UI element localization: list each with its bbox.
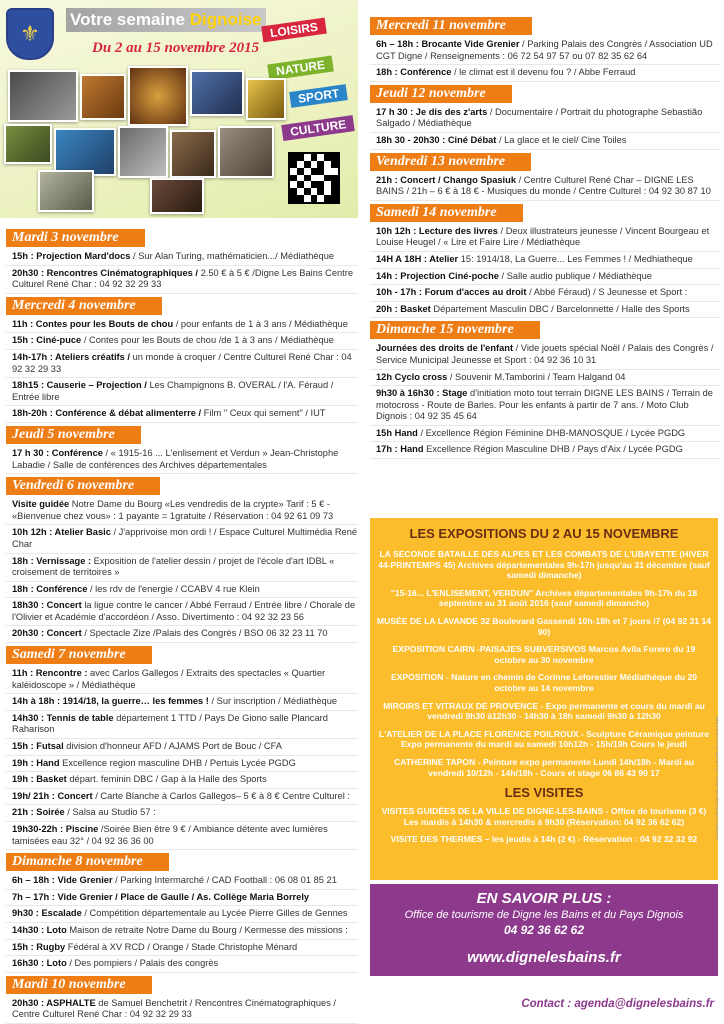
day-heading-mercredi-11-novembre: Mercredi 11 novembre: [370, 17, 532, 35]
photo-fossil: [38, 170, 94, 212]
left-agenda-column: [6, 226, 358, 1024]
photo-fencer: [118, 126, 168, 178]
event-item: [6, 446, 358, 474]
event-item: [6, 266, 358, 294]
visites-list: [376, 806, 712, 845]
event-details: / Abbé Féraud) / S Jeunesse et Sport :: [526, 287, 688, 298]
event-time-title: 19h/ 21h : Concert: [12, 790, 93, 801]
event-item: [370, 442, 720, 459]
event-time-title: 18h : Conférence: [376, 67, 452, 78]
day-heading-jeudi-12-novembre: Jeudi 12 novembre: [370, 85, 512, 103]
day-heading-mardi-10-novembre: Mardi 10 novembre: [6, 976, 152, 994]
event-time-title: 15h : Rugby: [12, 941, 66, 952]
event-time-title: 11h : Rencontre :: [12, 668, 88, 679]
event-time-title: 14h30 : Loto: [12, 924, 67, 935]
event-item: [370, 341, 720, 369]
event-item: [6, 996, 358, 1024]
event-time-title: 18h 30 - 20h30 : Ciné Débat: [376, 134, 497, 145]
event-time-title: Journées des droits de l'enfant: [376, 343, 514, 354]
event-item: [6, 317, 358, 334]
event-item: [6, 789, 358, 806]
event-details: / Parking Palais des Congrès / Association UD CGT Digne / Renseignements : 06 72 54 97 57 ou 07 82 35 62 64: [376, 39, 713, 61]
event-time-title: 19h : Hand: [12, 757, 60, 768]
event-details: / La glace et le ciel/ Cine Toiles: [496, 134, 627, 145]
event-item: [6, 497, 358, 525]
event-time-title: 14h30 : Tennis de table: [12, 712, 114, 723]
event-item: [6, 666, 358, 694]
event-item: [370, 302, 720, 319]
event-item: [6, 906, 358, 923]
day-heading-samedi-7-novembre: Samedi 7 novembre: [6, 646, 152, 664]
event-time-title: 14H A 18H : Atelier: [376, 253, 459, 264]
exposition-item: CATHERINE TAPON - Peinture expo permanente Lundi 14h/18h - Mardi au vendredi 10/12h - 14h/18h - Cours et stage 06 86 43 90 17: [393, 756, 695, 778]
exposition-item: MUSÉE DE LA LAVANDE 32 Boulevard Gassendi 10h-18h et 7 jours /7 (04 92 31 14 90): [376, 615, 712, 637]
website-link[interactable]: www.dignelesbains.fr: [467, 949, 621, 966]
date-range: Du 2 au 15 novembre 2015: [92, 40, 260, 56]
event-time-title: 21h : Concert / Chango Spasiuk: [376, 174, 516, 185]
event-time-title: 7h – 17h : Vide Grenier / Place de Gaulle / As. Collège Maria Borrely: [12, 891, 310, 902]
event-details: la ligue contre le cancer / Abbé Ferraud / Entrée libre / Chorale de l'Olivier et Académie d'accordéon / Asso. Divertimento : 04 92 32 23 56: [12, 600, 356, 622]
event-item: [6, 711, 358, 739]
event-item: [370, 65, 720, 82]
event-details: / Deux illustrateurs jeunesse / Vincent Bourgeau et Louise Heugel / « Lire et Faire Lire / Médiathèque: [376, 225, 710, 248]
photo-landscape: [4, 124, 52, 164]
event-item: [6, 890, 358, 907]
visite-item: VISITES GUIDÉES DE LA VILLE DE DIGNE-LES-BAINS - Office de tourisme (3 €) Les mardis à 14h30 & mercredis à 9h30 (Réservation: 04 92 36 62 62): [381, 806, 707, 827]
event-details: / pour enfants de 1 à 3 ans / Médiathèque: [173, 318, 348, 329]
event-item: [6, 378, 358, 406]
day-heading-jeudi-5-novembre: Jeudi 5 novembre: [6, 426, 141, 444]
event-time-title: 12h Cyclo cross: [376, 371, 448, 382]
page-title: [66, 8, 266, 32]
photo-sky: [54, 128, 116, 176]
event-details: Maison de retraite Notre Dame du Bourg / Kermesse des missions :: [66, 924, 348, 935]
event-time-title: 17 h 30 : Conférence: [12, 447, 103, 458]
event-details: département 1 TTD / Pays De Giono salle Plancard Raharison: [12, 712, 328, 735]
event-item: [370, 173, 720, 201]
event-item: [370, 224, 720, 252]
print-credit: Conception Ville de Digne-les-Bains / Ne pas jeter sur la voie publique: [714, 715, 719, 840]
event-details: / Contes pour les Bouts de chou /de 1 à 3 ans / Médiathèque: [81, 335, 334, 346]
tag-nature: NATURE: [267, 56, 334, 81]
event-item: [370, 370, 720, 387]
event-item: [6, 598, 358, 626]
event-time-title: 18h15 : Causerie – Projection /: [12, 380, 147, 391]
event-time-title: 15h : Futsal: [12, 741, 64, 752]
event-item: [6, 333, 358, 350]
qr-code[interactable]: [288, 152, 340, 204]
event-time-title: 18h30 : Concert: [12, 600, 82, 611]
event-details: Les Champignons B. OVERAL / l'A. Féraud / Entrée libre: [12, 380, 334, 402]
event-item: [6, 626, 358, 643]
event-details: / Parking Intermarché / CAD Football : 06 08 01 85 21: [112, 875, 337, 886]
photo-ammonite: [218, 126, 274, 178]
exposition-item: EXPOSITION - Nature en chemin de Corinne Leforestier Médiathèque du 20 octobre au 14 novembre: [390, 672, 698, 693]
event-details: Excellence region masculine DHB / Pertuis Lycée PGDG: [59, 757, 296, 768]
event-item: [6, 805, 358, 822]
event-time-title: 20h : Basket: [376, 303, 431, 314]
event-item: [6, 739, 358, 756]
event-details: / « 1915-16 ... L'enlisement et Verdun » Jean-Christophe Labadie / Salle de conférences des Archives départementales: [12, 447, 339, 470]
day-heading-samedi-14-novembre: Samedi 14 novembre: [370, 204, 523, 222]
city-crest-logo: ⚜: [6, 8, 54, 60]
day-heading-mercredi-4-novembre: Mercredi 4 novembre: [6, 297, 162, 315]
event-time-title: 18h : Vernissage :: [12, 555, 92, 566]
exposition-item: MIROIRS ET VITRAUX DE PROVENCE - Expo permanente et cours du mardi au vendredi 9h30 à12h30 - 14h30 à 18h samedi 9h30 à 12h30: [383, 700, 705, 722]
event-time-title: 14h à 18h : 1914/18, la guerre… les femmes !: [12, 696, 209, 707]
contact-email[interactable]: Contact : agenda@dignelesbains.fr: [521, 998, 714, 1010]
event-item: [370, 426, 720, 443]
event-time-title: 17 h 30 : Je dis des z'arts: [376, 106, 488, 117]
event-time-title: 14h : Projection Ciné-poche: [376, 270, 499, 281]
day-heading-mardi-3-novembre: Mardi 3 novembre: [6, 229, 145, 247]
day-heading-vendredi-13-novembre: Vendredi 13 novembre: [370, 153, 531, 171]
exposition-item: EXPOSITION CAIRN -PAISAJES SUBVERSIVOS Marcos Avila Forero du 19 octobre au 30 novembre: [392, 644, 696, 665]
event-time-title: 16h30 : Loto: [12, 958, 67, 969]
event-time-title: 20h30 : Concert: [12, 628, 82, 639]
event-time-title: 6h – 18h : Brocante Vide Grenier: [376, 39, 520, 49]
expositions-title: LES EXPOSITIONS DU 2 AU 15 NOVEMBRE: [409, 526, 679, 541]
event-item: [370, 269, 720, 286]
exposition-item: L'ATELIER DE LA PLACE FLORENCE POILROUX - Sculpture Céramique peinture Expo permanente du mardi au samedi 10h12h - 15h/19h Cours le jeudi: [378, 728, 710, 750]
event-details: /Soirée Bien être 9 € / Ambiance détente avec lumières tamisées eau 32° / 04 92 36 36 00: [12, 824, 328, 846]
event-details: / Centre Culturel René Char – DIGNE LES BAINS / 21h – 6 € à 18 € - Musiques du monde / Centre Culturel : 04 92 30 87 10: [376, 174, 711, 197]
event-item: [370, 252, 720, 269]
photo-mountain: [8, 70, 78, 122]
event-item: [6, 756, 358, 773]
event-time-title: 17h : Hand: [376, 444, 424, 455]
event-details: / Des pompiers / Palais des congrès: [66, 958, 219, 969]
event-details: / Carte Blanche à Carlos Gallegos– 5 € à 8 € Centre Culturel :: [92, 790, 350, 801]
tag-culture: CULTURE: [281, 115, 355, 141]
tag-sport: SPORT: [289, 84, 348, 108]
event-details: avec Carlos Gallegos / Extraits des spectacles « Quartier kaléidoscope » / Médiathèque: [12, 668, 326, 690]
event-time-title: 18h-20h : Conférence & débat alimenterre /: [12, 408, 202, 419]
event-item: [6, 940, 358, 957]
info-panel: [370, 884, 718, 976]
event-time-title: 9h30 à 16h30 : Stage: [376, 388, 468, 399]
event-time-title: 14h-17h : Ateliers créatifs /: [12, 351, 130, 362]
event-details: Film " Ceux qui sement" / IUT: [201, 408, 326, 419]
expositions-panel: [370, 518, 718, 880]
event-time-title: 19h30-22h : Piscine: [12, 824, 99, 834]
photo-instrument: [128, 66, 188, 126]
event-details: / le climat est il devenu fou ? / Abbe Ferraud: [451, 67, 636, 78]
photo-theatre: [190, 70, 244, 116]
event-time-title: 6h – 18h : Vide Grenier: [12, 875, 113, 886]
event-details: Exposition de l'atelier dessin / projet de l'école d'art IDBL « croisement de territoires »: [12, 555, 335, 578]
event-item: [6, 822, 358, 850]
event-details: / Vide jouets spécial Noël / Palais des Congrès / Service Municipal Jeunesse et Sport : 04 92 36 10 31: [376, 343, 714, 365]
visite-item: VISITE DES THERMES – les jeudis à 14h (2 €) - Réservation : 04 92 32 32 92: [390, 834, 698, 845]
event-item: [6, 956, 358, 973]
day-heading-dimanche-8-novembre: Dimanche 8 novembre: [6, 853, 169, 871]
event-details: Département Masculin DBC / Barcelonnette / Halle des Sports: [430, 303, 690, 314]
event-details: départ. feminin DBC / Gap à la Halle des Sports: [66, 774, 267, 785]
event-details: un monde à croquer / Centre Culturel René Char : 04 92 32 29 33: [12, 351, 352, 374]
event-details: / Spectacle Zize /Palais des Congrès / BSO 06 32 23 11 70: [81, 628, 328, 639]
event-details: / Documentaire / Portrait du photographe Sebastião Salgado / Médiathèque: [376, 106, 703, 129]
event-details: Notre Dame du Bourg «Les vendredis de la crypte» Tarif : 5 € - «Bienvenue chez vous» : 1 payante = 1gratuite / Réservation : 04 92 61 09 73: [12, 499, 334, 521]
exposition-item: "15-16... L'ENLISEMENT, VERDUN" Archives départementales 9h-17h du 18 septembre au 31 août 2016 (sauf samedi dimanche): [390, 587, 698, 609]
photo-cathedral: [170, 130, 216, 178]
event-time-title: 15h : Ciné-puce: [12, 335, 82, 346]
event-time-title: 10h - 17h : Forum d'acces au droit: [376, 287, 527, 298]
info-title: EN SAVOIR PLUS :: [476, 890, 612, 907]
event-time-title: 11h : Contes pour les Bouts de chou: [12, 318, 174, 329]
title-prefix: Votre semaine: [70, 10, 190, 29]
event-item: [370, 285, 720, 302]
event-details: / Salle audio publique / Médiathèque: [498, 270, 652, 281]
event-details: 2.50 € à 5 € /Digne Les Bains Centre Culturel René Char : 04 92 32 29 33: [12, 267, 354, 290]
event-item: [6, 249, 358, 266]
event-details: / Sur inscription / Médiathèque: [208, 696, 338, 707]
event-time-title: 10h 12h : Atelier Basic: [12, 527, 111, 538]
event-time-title: 9h30 : Escalade: [12, 908, 82, 919]
event-item: [370, 133, 720, 150]
event-details: Excellence Région Masculine DHB / Pays d'Aix / Lycée PGDG: [423, 444, 683, 455]
exposition-item: LA SECONDE BATAILLE DES ALPES ET LES COMBATS DE L'UBAYETTE (HIVER 44-PRINTEMPS 45) Archives départementales 9h-17h jusqu'au 31 décembre (sauf samedi dimanche): [378, 549, 710, 581]
event-details: / les rdv de l'energie / CCABV 4 rue Klein: [87, 583, 260, 594]
event-item: [6, 406, 358, 423]
photo-sunflower: [246, 78, 286, 120]
event-item: [370, 105, 720, 133]
event-details: 15: 1914/18, La Guerre... Les Femmes ! / Medhiatheque: [458, 253, 693, 264]
event-time-title: 18h : Conférence: [12, 583, 88, 594]
event-item: [6, 694, 358, 711]
event-time-title: 15h Hand: [376, 427, 418, 438]
event-details: / Compétition départementale au Lycée Pierre Gilles de Gennes: [81, 908, 348, 919]
event-time-title: 15h : Projection Mard'docs: [12, 251, 131, 261]
event-time-title: 21h : Soirée: [12, 807, 65, 818]
event-time-title: 10h 12h : Lecture des livres: [376, 225, 498, 236]
event-time-title: 20h30 : Rencontres Cinématographiques /: [12, 267, 198, 278]
event-details: d'initiation moto tout terrain DIGNE LES BAINS / Terrain de motocross - Route de Barles. Pour les enfants à partir de 7 ans. / Moto Club Dignois : 04 92 35 45 64: [376, 388, 713, 422]
event-details: / Souvenir M.Tamborini / Team Halgand 04: [447, 371, 626, 382]
event-details: / J'apprivoise mon ordi ! / Espace Culturel Multimédia René Char: [12, 527, 358, 549]
tourist-office: Office de tourisme de Digne les Bains et du Pays Dignois: [404, 909, 684, 921]
event-details: / Sur Alan Turing, mathématicien.../ Médiathèque: [130, 251, 335, 261]
event-item: [370, 386, 720, 426]
tourist-office-phone[interactable]: 04 92 36 62 62: [503, 923, 585, 937]
photo-tower: [80, 74, 126, 120]
event-time-title: 20h30 : ASPHALTE: [12, 997, 96, 1008]
right-agenda-column: [370, 14, 720, 459]
photo-interior: [150, 178, 204, 214]
event-item: [6, 772, 358, 789]
event-details: / Salsa au Studio 57 :: [64, 807, 156, 818]
visites-title: LES VISITES: [504, 785, 584, 801]
event-details: Fédéral à XV RCD / Orange / Stade Christophe Ménard: [65, 941, 298, 952]
event-details: division d'honneur AFD / AJAMS Port de Bouc / CFA: [63, 741, 282, 752]
event-time-title: Visite guidée: [12, 499, 70, 510]
event-item: [6, 554, 358, 582]
event-details: / Excellence Région Féminine DHB-MANOSQUE / Lycée PGDG: [417, 427, 686, 438]
expositions-list: [376, 549, 712, 778]
header-banner: [0, 0, 358, 218]
day-heading-dimanche-15-novembre: Dimanche 15 novembre: [370, 321, 540, 339]
event-item: [6, 873, 358, 890]
day-heading-vendredi-6-novembre: Vendredi 6 novembre: [6, 477, 160, 495]
event-item: [6, 350, 358, 378]
event-item: [6, 923, 358, 940]
event-details: de Samuel Benchetrit / Rencontres Cinématographiques / Centre Culturel René Char : 04 92 32 29 33: [12, 997, 337, 1020]
tag-loisirs: LOISIRS: [261, 18, 327, 43]
event-item: [6, 525, 358, 553]
event-time-title: 19h : Basket: [12, 774, 67, 785]
title-town: Dignoise: [189, 10, 262, 29]
event-item: [6, 582, 358, 599]
event-item: [370, 37, 720, 65]
